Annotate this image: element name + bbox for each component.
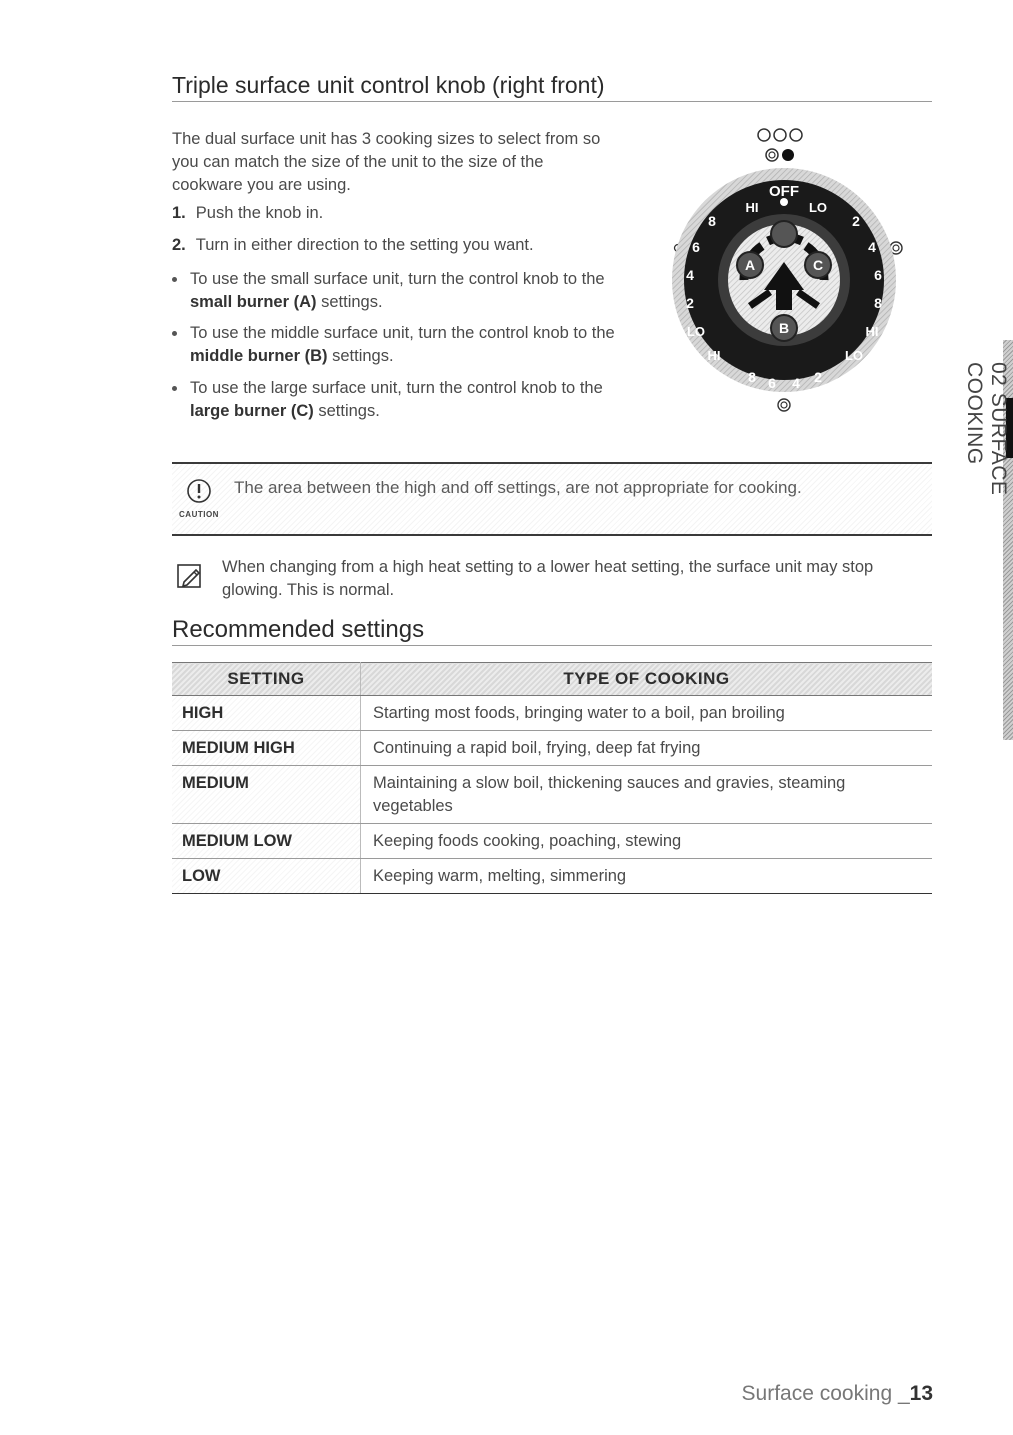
knob-hi-right-label: HI (865, 324, 879, 339)
type-cell: Starting most foods, bringing water to a boil, pan broiling (361, 696, 933, 731)
note-text: When changing from a high heat setting to a lower heat setting, the surface unit may stop glowing. This is normal. (222, 558, 874, 599)
step-number: 1. (172, 204, 186, 222)
knob-number: 8 (748, 369, 756, 385)
table-row (172, 766, 932, 824)
recommended-settings-table (172, 662, 932, 894)
page-footer (742, 1382, 933, 1406)
footer-section: Surface cooking _ (741, 1382, 910, 1405)
step-1 (172, 204, 323, 223)
burner-selector-symbols (758, 129, 802, 161)
chapter-label: 02 SURFACE COOKING (963, 362, 1010, 496)
section-title-recommended: Recommended settings (172, 616, 425, 643)
bullet-text: To use the small surface unit, turn the control knob to the (190, 270, 605, 288)
step-text: Push the knob in. (195, 204, 324, 222)
knob-number: 2 (852, 213, 860, 229)
type-cell: Continuing a rapid boil, frying, deep fat frying (361, 731, 933, 766)
bullet-text: To use the middle surface unit, turn the control knob to the (190, 324, 615, 342)
bullet-bold: small burner (A) (190, 293, 317, 311)
table-row (172, 696, 932, 731)
middle-burner-symbol (778, 399, 790, 411)
knob-number: 2 (686, 295, 694, 311)
bullet-middle-burner (172, 322, 622, 368)
knob-number: 4 (868, 239, 876, 255)
title-rule (172, 101, 932, 102)
type-cell: Keeping foods cooking, poaching, stewing (361, 824, 933, 859)
knob-hi-label: HI (745, 200, 759, 215)
title-rule (172, 645, 932, 646)
table-row (172, 859, 932, 894)
knob-number: 6 (692, 239, 700, 255)
table-row (172, 824, 932, 859)
knob-lo-label: LO (808, 200, 828, 215)
knob-diagram (660, 120, 920, 430)
knob-lo-left-label: LO (686, 324, 706, 339)
knob-hi-bottom-label: HI (707, 348, 721, 363)
bullet-small-burner (172, 268, 622, 314)
knob-number: 6 (874, 267, 882, 283)
step-text: Turn in either direction to the setting you want. (195, 236, 534, 254)
knob-illustration (660, 120, 920, 430)
knob-number: 4 (686, 267, 694, 283)
knob-number: 8 (708, 213, 716, 229)
chapter-side-tab (963, 340, 1013, 740)
caution-box (172, 462, 932, 536)
intro-paragraph: The dual surface unit has 3 cooking sizes to select from so you can match the size of the unit to the size of the cookware you are using. (172, 130, 601, 194)
bullet-large-burner (172, 377, 622, 423)
type-cell: Maintaining a slow boil, thickening sauces and gravies, steaming vegetables (361, 766, 933, 824)
table-row (172, 731, 932, 766)
setting-cell: MEDIUM (172, 766, 361, 824)
bullet-text: To use the large surface unit, turn the control knob to the (190, 379, 603, 397)
knob-off-label: OFF (769, 183, 799, 200)
step-2 (172, 236, 534, 255)
table-header-row (172, 663, 932, 696)
bullet-text-end: settings. (316, 293, 383, 311)
exclamation-circle-icon (186, 478, 212, 504)
page-number: 13 (909, 1382, 933, 1405)
header-type-of-cooking: TYPE OF COOKING (361, 663, 933, 696)
type-cell: Keeping warm, melting, simmering (361, 859, 933, 894)
setting-cell: MEDIUM LOW (172, 824, 361, 859)
burner-a-label: A (744, 257, 756, 273)
caution-label: CAUTION (179, 510, 219, 519)
caution-text: The area between the high and off settings, are not appropriate for cooking. (234, 478, 802, 497)
bullet-bold: middle burner (B) (190, 347, 328, 365)
burner-c-label: C (812, 257, 824, 273)
knob-number: 6 (768, 375, 776, 391)
knob-lo-bottom-label: LO (844, 348, 864, 363)
knob-number: 2 (814, 369, 822, 385)
bullet-bold: large burner (C) (190, 402, 314, 420)
burner-b-label: B (778, 320, 790, 336)
header-setting: SETTING (172, 663, 361, 696)
section-title-knob: Triple surface unit control knob (right front) (172, 72, 605, 98)
bullet-text-end: settings. (327, 347, 394, 365)
bullet-text-end: settings. (313, 402, 380, 420)
pencil-note-icon (176, 562, 204, 590)
step-number: 2. (172, 236, 186, 254)
knob-number: 4 (792, 375, 800, 391)
knob-number: 8 (874, 295, 882, 311)
setting-cell: HIGH (172, 696, 361, 731)
setting-cell: LOW (172, 859, 361, 894)
caution-icon-group (176, 478, 222, 519)
setting-cell: MEDIUM HIGH (172, 731, 361, 766)
